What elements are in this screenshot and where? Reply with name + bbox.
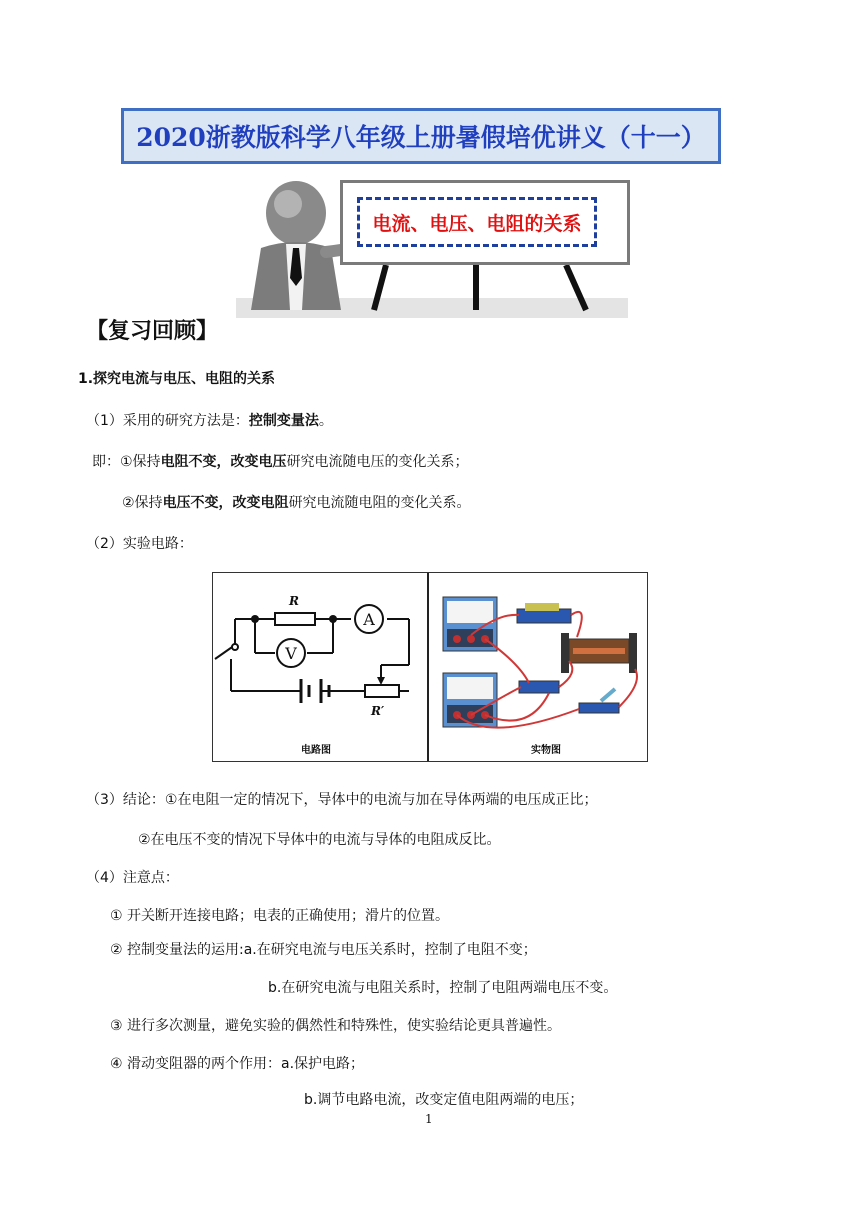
circuit-diagram — [213, 573, 427, 761]
detail2-suffix: 研究电流随电阻的变化关系。 — [288, 495, 471, 511]
detail2-bold: 电压不变，改变电阻 — [162, 495, 289, 511]
method-suffix: 。 — [318, 413, 333, 429]
presentation-board — [340, 180, 630, 265]
detail1-prefix: 即：①保持 — [92, 454, 161, 470]
method-line — [86, 410, 333, 430]
detail1-bold: 电阻不变，改变电压 — [160, 454, 287, 470]
detail2-prefix: ②保持 — [122, 495, 163, 511]
section1-title: 1.探究电流与电压、电阻的关系 — [78, 371, 276, 387]
circuit-label: （2）实验电路： — [86, 536, 193, 552]
note-4b: b.调节电路电流，改变定值电阻两端的电压； — [304, 1092, 584, 1108]
resistor-label: R — [289, 594, 299, 608]
note-2: ② 控制变量法的运用:a.在研究电流与电压关系时，控制了电阻不变； — [110, 942, 537, 958]
conclusion-1: （3）结论：①在电阻一定的情况下，导体中的电流与加在导体两端的电压成正比； — [86, 792, 598, 808]
board-frame — [357, 197, 597, 247]
voltmeter-label: V — [285, 644, 297, 663]
detail1-suffix: 研究电流随电压的变化关系； — [286, 454, 469, 470]
notes-label: （4）注意点： — [86, 870, 179, 886]
method-prefix: （1）采用的研究方法是： — [86, 413, 249, 429]
note-3: ③ 进行多次测量，避免实验的偶然性和特殊性，使实验结论更具普遍性。 — [110, 1018, 561, 1034]
conclusion-2: ②在电压不变的情况下导体中的电流与导体的电阻成反比。 — [138, 832, 501, 848]
ammeter-label: A — [363, 610, 375, 629]
method-bold: 控制变量法 — [248, 413, 319, 429]
physical-setup-illustration — [429, 573, 647, 761]
physical-setup-caption: 实物图 — [531, 745, 561, 756]
note-4: ④ 滑动变阻器的两个作用：a.保护电路； — [110, 1056, 365, 1072]
method-detail-2 — [122, 492, 471, 512]
method-detail-1 — [92, 451, 469, 471]
document-title: 2020浙教版科学八年级上册暑假培优讲义（十一） — [136, 123, 706, 152]
page-number: 1 — [425, 1112, 433, 1126]
document-title-box — [121, 108, 721, 164]
rheostat-label: R′ — [371, 704, 385, 718]
note-2b: b.在研究电流与电阻关系时，控制了电阻两端电压不变。 — [268, 980, 618, 996]
circuit-diagram-caption: 电路图 — [301, 745, 331, 756]
experiment-figure — [212, 572, 648, 762]
review-heading: 【复习回顾】 — [86, 318, 219, 344]
note-1: ① 开关断开连接电路；电表的正确使用；滑片的位置。 — [110, 908, 449, 924]
board-title: 电流、电压、电阻的关系 — [372, 212, 582, 235]
